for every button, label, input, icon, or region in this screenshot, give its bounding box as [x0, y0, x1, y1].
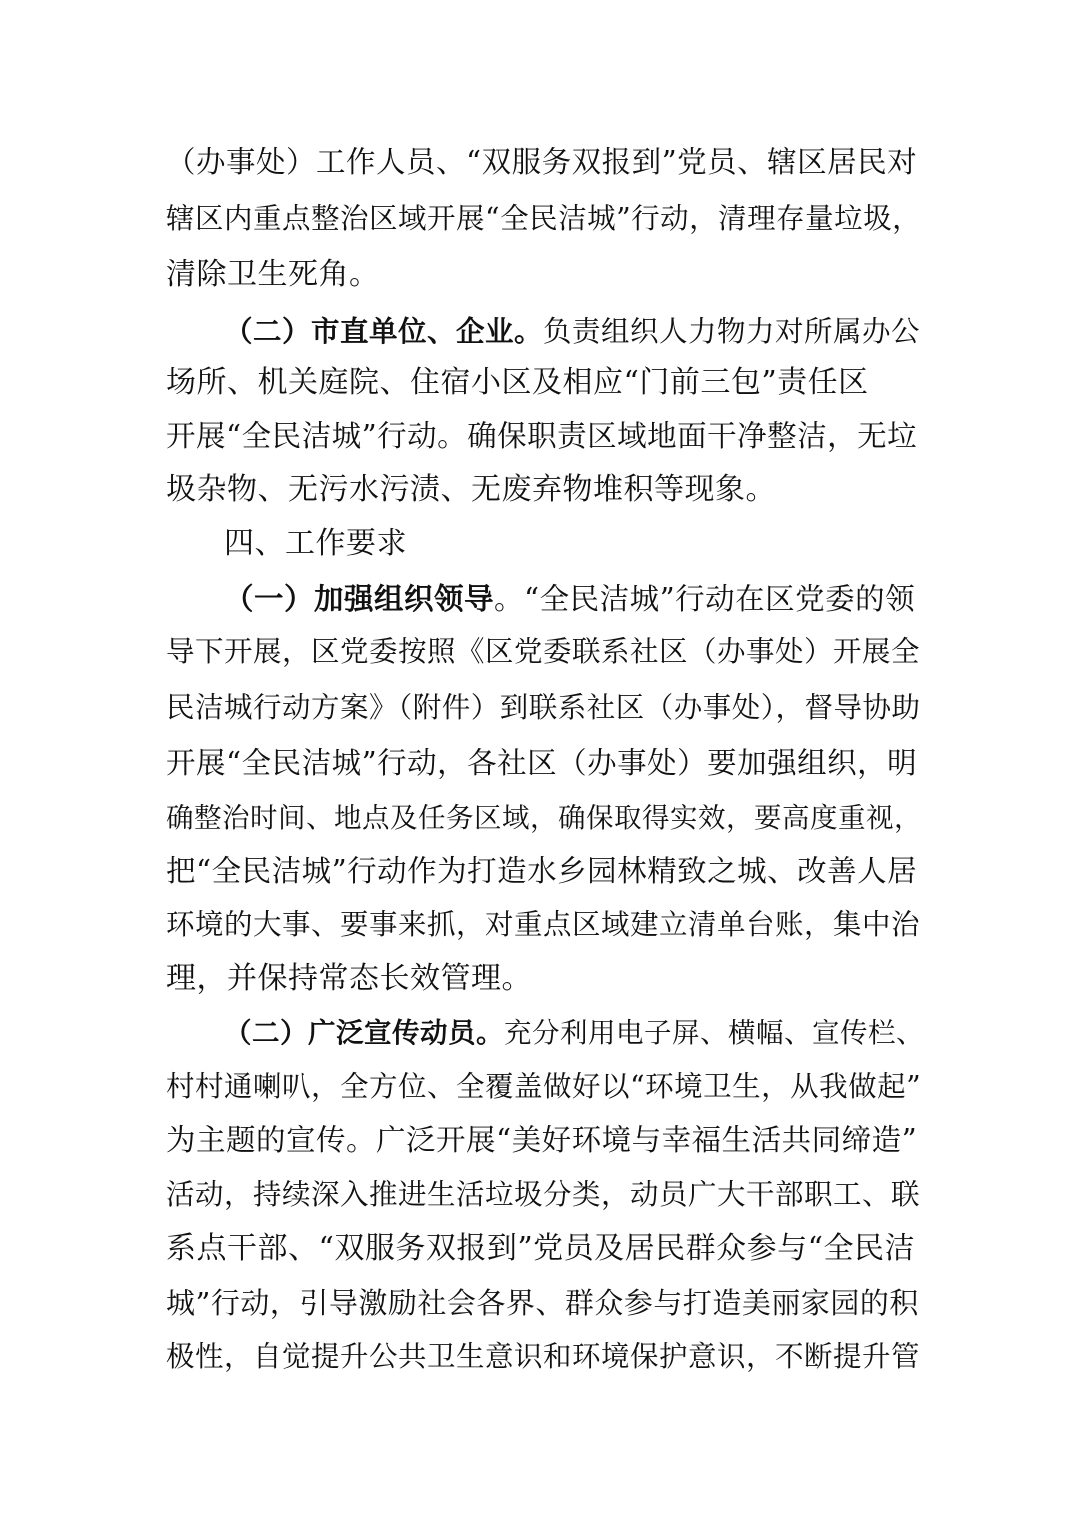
text-line — [166, 959, 926, 999]
text-segment: 确整治时间、地点及任务区域，确保取得实效，要高度重视， — [166, 802, 922, 834]
text-line — [166, 363, 926, 403]
text-segment: 系点干部、“双服务双报到”党员及居民群众参与“全民洁 — [166, 1231, 916, 1266]
text-segment: 极性，自觉提升公共卫生意识和环境保护意识，不断提升管 — [166, 1340, 921, 1373]
text-line — [166, 416, 926, 456]
text-line — [166, 1175, 926, 1215]
text-line — [166, 851, 926, 891]
text-segment: 辖区内重点整治区域开展“全民洁城”行动，清理存量垃圾， — [166, 202, 922, 235]
text-segment: 把“全民洁城”行动作为打造水乡园林精致之城、改善人居 — [166, 854, 918, 888]
text-line — [166, 688, 926, 728]
text-segment: 为主题的宣传。广泛开展“美好环境与幸福生活共同缔造” — [166, 1123, 918, 1157]
text-line — [166, 199, 926, 239]
text-segment: 民洁城行动方案》（附件）到联系社区（办事处），督导协助 — [166, 691, 921, 724]
text-line — [166, 798, 926, 838]
text-segment: 清除卫生死角。 — [166, 257, 380, 292]
text-line — [166, 1120, 926, 1160]
text-line — [166, 1067, 926, 1107]
text-segment: （办事处）工作人员、“双服务双报到”党员、辖区居民对 — [166, 145, 918, 179]
text-segment: 开展“全民洁城”行动。确保职责区域地面干净整洁，无垃 — [166, 419, 918, 453]
text-line — [224, 1013, 926, 1053]
text-segment: 圾杂物、无污水污渍、无废弃物堆积等现象。 — [166, 472, 776, 507]
section-heading: （二）广泛宣传动员。 — [224, 1017, 504, 1049]
text-segment: 理，并保持常态长效管理。 — [166, 961, 532, 996]
text-line — [166, 905, 926, 945]
text-line — [166, 743, 926, 783]
chapter-heading — [224, 524, 926, 564]
text-line — [166, 255, 926, 295]
section-heading: （二）市直单位、企业。 — [224, 314, 544, 348]
text-line — [224, 311, 926, 351]
text-segment: 城”行动，引导激励社会各界、群众参与打造美丽家园的积 — [166, 1286, 919, 1320]
text-segment: 负责组织人力物力对所属办公 — [543, 315, 921, 348]
text-segment: 村村通喇叭，全方位、全覆盖做好以“环境卫生，从我做起” — [166, 1070, 922, 1103]
text-segment: 开展“全民洁城”行动，各社区（办事处）要加强组织，明 — [166, 746, 918, 780]
text-segment: 活动，持续深入推进生活垃圾分类，动员广大干部职工、联 — [166, 1178, 921, 1211]
text-segment: 。“全民洁城”行动在区党委的领 — [494, 582, 916, 616]
text-line — [166, 470, 926, 510]
section-heading: （一）加强组织领导 — [224, 581, 495, 616]
text-line — [166, 142, 926, 182]
text-segment: 场所、机关庭院、住宿小区及相应“门前三包”责任区 — [166, 365, 869, 400]
text-line — [166, 1229, 926, 1269]
text-line — [166, 1337, 926, 1377]
text-line — [166, 632, 926, 672]
text-segment: 充分利用电子屏、横幅、宣传栏、 — [504, 1017, 924, 1049]
text-segment: 环境的大事、要事来抓，对重点区域建立清单台账，集中治 — [166, 908, 921, 941]
text-line — [166, 1283, 926, 1323]
text-line — [224, 579, 926, 619]
text-segment: 导下开展，区党委按照《区党委联系社区（办事处）开展全 — [166, 635, 921, 668]
text-segment: 四、工作要求 — [224, 526, 407, 561]
